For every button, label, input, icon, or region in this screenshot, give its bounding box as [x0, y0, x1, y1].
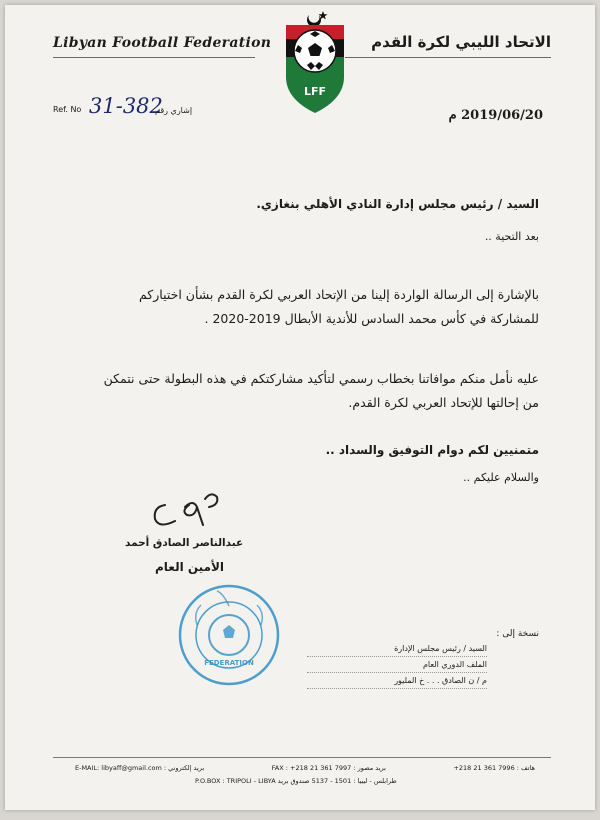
letter-date: 2019/06/20 م	[448, 108, 543, 123]
header-rule-left	[53, 57, 255, 58]
footer-contacts	[75, 764, 535, 772]
signer-name: عبدالناصر الصادق أحمد	[125, 537, 244, 549]
closing-salam: والسلام عليكم ..	[463, 471, 539, 484]
footer-rule	[53, 757, 551, 758]
footer-email: E-MAIL: libyaff@gmail.com : بريد إلكتروني	[75, 764, 205, 772]
logo-letters: LFF	[303, 85, 327, 98]
header-rule-right	[345, 57, 551, 58]
signer-title: الأمين العام	[155, 560, 225, 574]
reference-label-arabic: إشاري رقم	[155, 106, 193, 115]
handwritten-signature-icon	[145, 485, 235, 535]
copy-recipient: السيد / رئيس مجلس الإدارة	[307, 641, 487, 657]
copy-recipient: م / ن الصادق . . . خ المليور	[307, 673, 487, 689]
reference-number: 31-382	[89, 94, 163, 118]
org-name-english: Libyan Football Federation	[53, 35, 272, 51]
greeting: بعد التحية ..	[484, 230, 539, 243]
copies-list	[307, 641, 487, 689]
salutation: السيد / رئيس مجلس إدارة النادي الأهلي بنغازي.	[256, 197, 539, 211]
footer-pobox: P.O.BOX : TRIPOLI - LIBYA طرابلس - ليبيا : 1501 - 5137 صندوق بريد	[195, 777, 397, 785]
footer-fax: FAX : +218 21 361 7997 : بريد مصور	[271, 764, 386, 772]
paragraph-reference: بالإشارة إلى الرسالة الواردة إلينا من الإتحاد العربي لكرة القدم بشأن اختياركم للمشاركة في كأس محمد السادس للأندية الأبطال 2019-2020 .	[138, 287, 539, 326]
copy-recipient: الملف الدوري العام	[307, 657, 487, 673]
official-seal-icon	[177, 583, 281, 687]
copies-label: نسخة إلى :	[496, 629, 539, 639]
letter-page	[5, 5, 595, 810]
paragraph-request: عليه نأمل منكم موافاتنا بخطاب رسمي لتأكيد مشاركتكم في هذه البطولة حتى نتمكن من إحالتها للإتحاد العربي لكرة القدم.	[103, 371, 539, 410]
lff-logo-icon	[280, 7, 350, 117]
seal-text: FEDERATION	[204, 659, 254, 667]
footer-phone: +218 21 361 7996 : هاتف	[453, 764, 535, 772]
closing-wishes: متمنيين لكم دوام التوفيق والسداد ..	[325, 443, 539, 457]
reference-label: Ref. No	[53, 105, 82, 114]
org-name-arabic: الاتحاد الليبي لكرة القدم	[371, 33, 551, 51]
